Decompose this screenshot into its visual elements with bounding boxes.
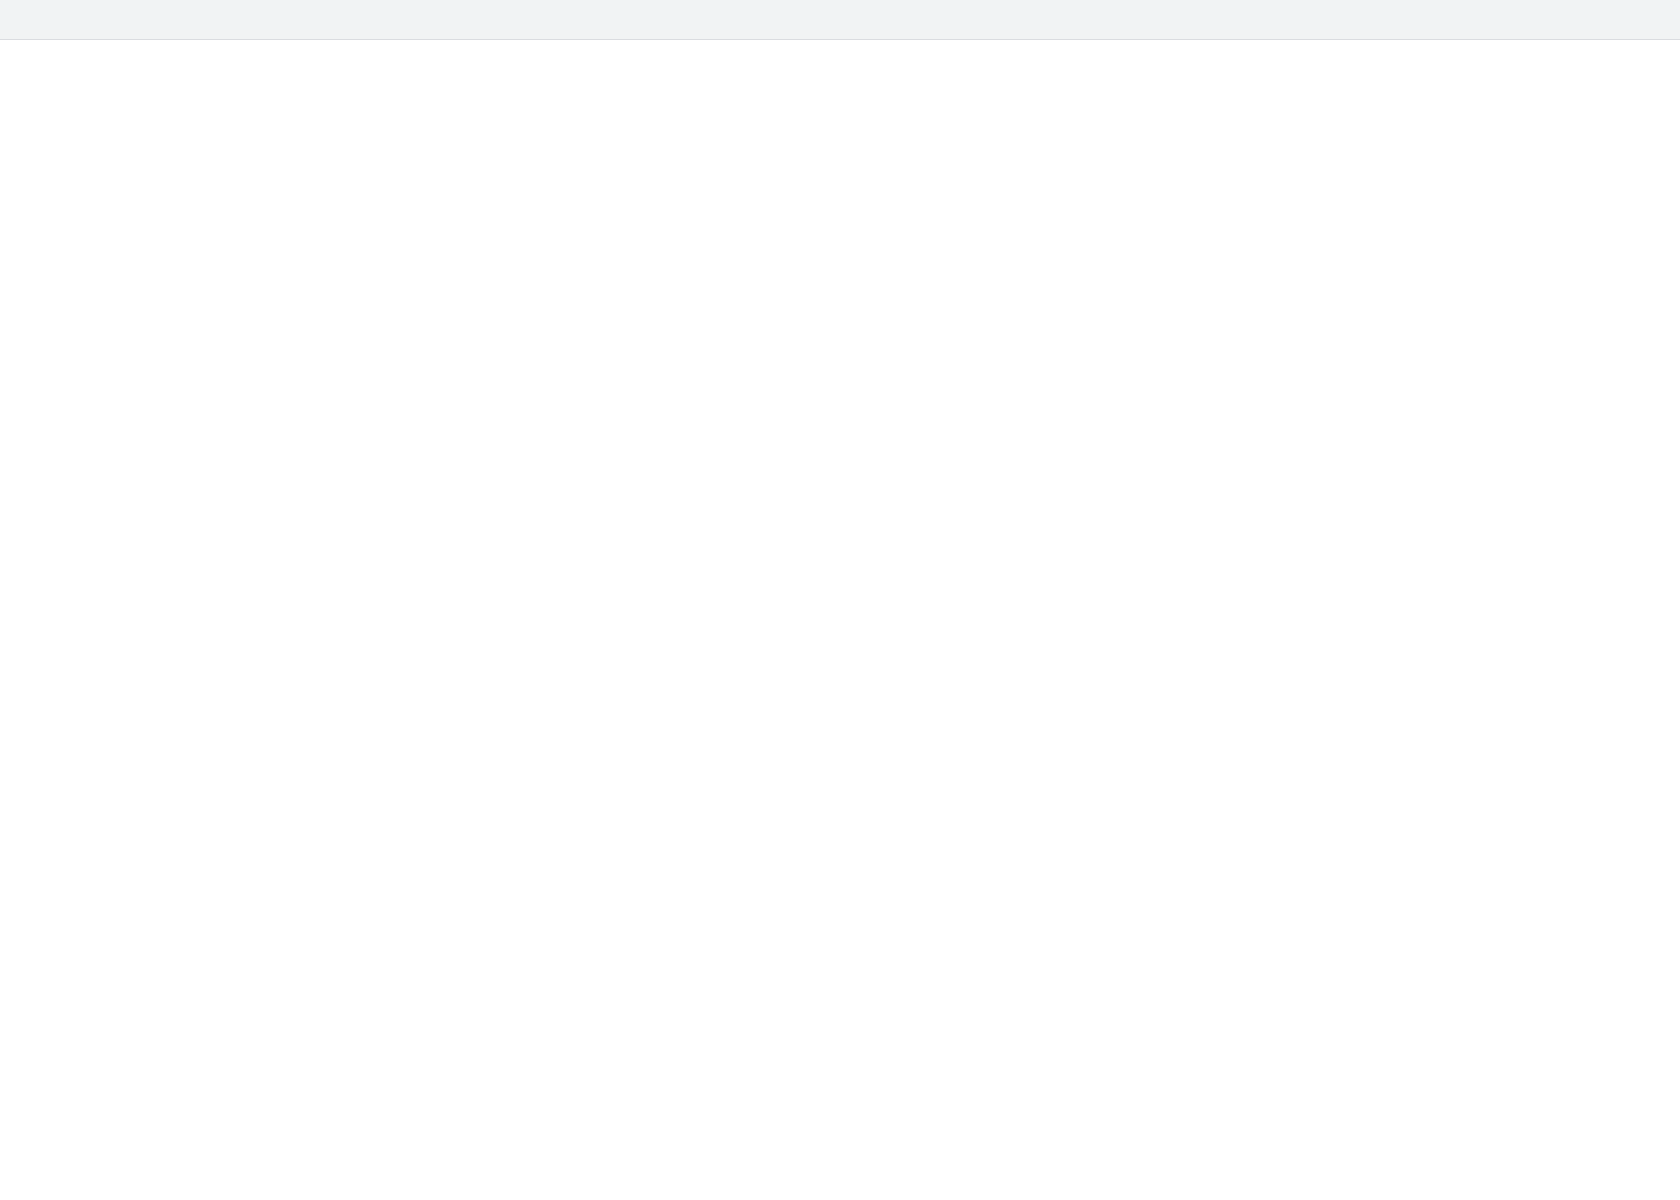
title-bar bbox=[0, 0, 1680, 40]
content-area bbox=[0, 40, 1680, 1200]
